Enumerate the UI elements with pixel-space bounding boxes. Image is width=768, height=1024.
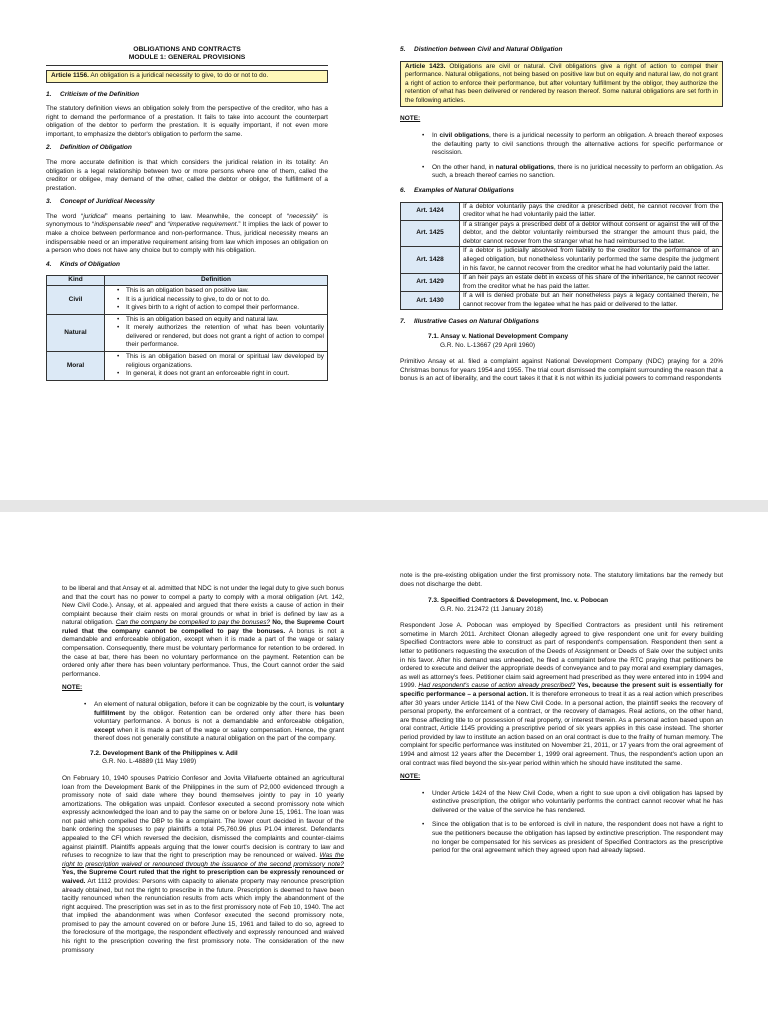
section-number: 6. xyxy=(400,186,406,194)
document-page-1 xyxy=(0,0,768,500)
section-heading xyxy=(400,318,723,327)
example-cell: If a debtor is judicially absolved from liability to the creditor for the performance of an alleged obligation, but nonetheless voluntarily performed the same despite the judgment in his favor, he cannot recover from the creditor what he had voluntarily paid the latter. xyxy=(460,247,723,274)
table-row xyxy=(401,202,723,220)
title-line-1: OBLIGATIONS AND CONTRACTS xyxy=(133,46,241,53)
paragraph xyxy=(400,622,723,768)
paragraph: The statutory definition views an obligation solely from the perspective of the creditor, who has a right to demand the performance of a prestation. It fails to take into account the counterpart obligation of the debtor to perform the prestation. It is equally important, if not even more important, to emphasize the debtor's obligation to perform the same. xyxy=(46,105,328,138)
page-divider xyxy=(0,500,768,512)
paragraph: note is the pre-existing obligation under the first promissory note. The statutory limitations bar the remedy but does not discharge the debt. xyxy=(400,572,723,588)
section-heading xyxy=(400,187,723,196)
article-cell: Art. 1429 xyxy=(401,274,460,292)
text-run: A bonus is not a demandable and enforceable obligation, except when it is made a part of the wage or salary compensation. Consequently, there must be voluntary performance for retention to be ordered. In the case at bar, there has been no voluntary performance on the payment. Retention can be ordered only after there has been voluntary performance. Thus, the Court cannot order the said performance. xyxy=(62,627,345,678)
text-run: except xyxy=(94,726,115,734)
table-row xyxy=(47,352,328,381)
section-title: Illustrative Cases on Natural Obligations xyxy=(414,318,539,326)
section-heading xyxy=(400,46,723,55)
issue-question: Was the right to prescription waived or renounced through the issuance of the second promissory note? xyxy=(62,852,344,868)
issue-question: Had respondent's cause of action already prescribed? xyxy=(418,682,576,690)
article-text: An obligation is a juridical necessity to give, to do or not to do. xyxy=(88,71,269,79)
section-number: 7. xyxy=(400,318,406,326)
text-run: ” means pertaining to law. Meanwhile, the concept of “ xyxy=(105,212,290,220)
kind-cell: Civil xyxy=(47,285,105,314)
case-gr-number: G.R. No. 212472 (11 January 2018) xyxy=(440,605,543,613)
case-gr-number: G.R. No. L-13667 (29 April 1960) xyxy=(440,341,536,349)
text-run: ” and “ xyxy=(150,221,170,229)
ruling: Yes, the Supreme Court ruled that the right to prescription can be expressly renounced or waived. xyxy=(62,869,344,885)
definition-item: • This is an obligation based on positive law. xyxy=(126,287,324,296)
section-number: 2. xyxy=(46,144,52,152)
issue-question: Can the company be compelled to pay the bonuses? xyxy=(115,619,271,627)
case-title: 7.2. Development Bank of the Philippines v. Adil xyxy=(90,749,238,757)
document-page-2 xyxy=(0,512,768,1024)
paragraph xyxy=(62,585,344,679)
list-item: • Under Article 1424 of the New Civil Code, when a right to sue upon a civil obligation has lapsed by extinctive prescription, the obligor who voluntarily performs the contract cannot recover what he has delivered or the value of the service he has rendered. xyxy=(432,790,723,816)
text-run: An element of natural obligation, before it can be cognizable by the court, is xyxy=(94,700,315,708)
definition-cell xyxy=(105,285,328,314)
article-1156-box xyxy=(46,70,328,83)
text-run: indispensable need xyxy=(94,221,151,229)
text-run: ” is synonymous to “ xyxy=(46,212,328,229)
text-run: It is therefore erroneous to treat it as a real action which prescribes after 30 years under Article 1141 of the New Civil Code. In a personal action, the plaintiff seeks the recovery of personal property, the enforcement of a contract, or the recovery of damages. Real actions, on the other hand, are those affecting title to or possession of real property, or interest therein. As a personal action based upon an oral contract, Article 1145 providing a prescriptive period of six years applies in this case instead. The shorter period provided by law to institute an action based on an oral contract is due to the frailty of human memory. The complaint for specific performance was instituted on November 21, 2011, or 17 years from the oral agreement of 1994 and almost 12 years after the December 1, 1999 oral agreement. Thus, the respondent's action upon an oral contract was filed beyond the six-year period within which he should have instituted the same. xyxy=(400,690,723,767)
section-heading xyxy=(46,261,328,270)
text-run: On February 10, 1940 spouses Patricio Confesor and Jovita Villafuerte obtained an agricultural loan from the Development Bank of the Philippines in the sum of P2,000 evidenced through a promissory note of said date where they bound themselves jointly to pay in 10 yearly amortizations. The obligation was unpaid. Confesor executed a second promissory note which expressly acknowledged the loan and to pay the same on or before June 15, 1961. The loan was not paid which compelled the DBP to file a complaint. The lower court decided in favour of the bank ordering the spouses to pay plaintiffs a total P5,760.96 plus P1.04 interest. Defendants appealed to the CFI which reversed the decision, dismissed the complaints and counter-claims against plaintiff. Plaintiffs appeals arguing that the lower court's decision is contrary to law and refuses to recognize to law that the right to prescription may be renounced or waived. xyxy=(62,774,344,860)
examples-table xyxy=(400,202,723,311)
text-run: voluntary fulfillment xyxy=(94,700,344,717)
case-title: 7.1. Ansay v. National Development Company xyxy=(428,333,569,341)
article-label: Article 1156. xyxy=(51,71,89,79)
list-item: • Since the obligation that is to be enforced is civil in nature, the respondent does not have a right to sue the petitioners because the obligation has lapsed by extinctive prescription. The respondent may no longer be compensated for his services as president of Specified Contractors as the prescriptive period for the oral agreement which they agreed upon had already lapsed. xyxy=(432,821,723,855)
article-cell: Art. 1424 xyxy=(401,202,460,220)
note-label: NOTE: xyxy=(62,684,83,692)
text-run: civil obligations xyxy=(439,132,489,140)
text-run: .” It implies the lack of power to make a choice between performance and non-performance. Thus, juridical necessity means an indispensable need or an imperative requirement arising from law which imposes an obligation on a person who does not have any choice but to comply with his obligation. xyxy=(46,221,328,255)
text-run: natural obligations xyxy=(495,163,554,171)
definition-item: • In general, it does not grant an enforceable right in court. xyxy=(126,370,324,379)
section-title: Criticism of the Definition xyxy=(60,90,140,98)
section-heading xyxy=(46,91,328,100)
kind-cell: Moral xyxy=(47,352,105,381)
section-heading xyxy=(46,198,328,207)
ruling: Yes, because the present suit is essentially for specific performance – a personal action. xyxy=(400,682,723,698)
section-number: 1. xyxy=(46,90,52,98)
text-run: by the obligor. Retention can be ordered only after there has been voluntary performance. A bonus is not a demandable and enforceable obligation, xyxy=(94,709,344,726)
table-header-kind: Kind xyxy=(47,276,105,286)
paragraph: Primitivo Ansay et al. filed a complaint against National Development Company (NDC) praying for a 20% Christmas bonus for years 1954 and 1955. The trial court dismissed the complaint surrounding the reason that a bonus is an act of liberality, and the court takes it that it is not within its judicial powers to command respondents xyxy=(400,358,723,383)
text-run: imperative requirement xyxy=(169,221,237,229)
text-run: Art 1112 provides: Persons with capacity to alienate property may renounce prescription already obtained, but not the right to prescribe in the future. Prescription is deemed to have been tacitly renounced when the renunciation results from acts which imply the abandonment of the right acquired. The prescription was set in as to the first promissory note of Feb 10, 1940. The act that implied the abandonment was when Confesor executed the second promissory note, promised to pay the amount covered on or before June 15, 1961 and failed to do so, agreed to the foreclosure of the mortgage, the respondent effectively and expressly renounced and waived his right to the prescription covering the first promissory note. The consideration of the new promissory xyxy=(62,877,344,954)
table-row xyxy=(401,247,723,274)
text-run: The word “ xyxy=(46,212,84,220)
paragraph: The more accurate definition is that which considers the juridical relation in its totality: An obligation is a legal relationship between two or more persons where one of them, called the creditor or obligee, may demand of the other, called the debtor or obligor, the fulfillment of a prestation. xyxy=(46,159,328,192)
section-title: Concept of Juridical Necessity xyxy=(60,198,155,206)
article-cell: Art. 1425 xyxy=(401,220,460,247)
definition-item: • This is an obligation based on moral or spiritual law developed by religious organizations. xyxy=(126,353,324,370)
list-item xyxy=(432,164,723,181)
paragraph xyxy=(62,775,344,955)
document-title xyxy=(46,46,328,63)
section-title: Distinction between Civil and Natural Obligation xyxy=(414,46,563,53)
definition-item: • It merely authorizes the retention of what has been voluntarily delivered or rendered, but does not grant a right of action to compel their performance. xyxy=(126,324,324,350)
note-list xyxy=(400,132,723,181)
section-title: Kinds of Obligation xyxy=(60,260,120,268)
kind-cell: Natural xyxy=(47,314,105,351)
ruling: No, the Supreme Court ruled that the company cannot be compelled to pay the bonuses. xyxy=(62,619,344,635)
table-row xyxy=(401,220,723,247)
note-label: NOTE: xyxy=(400,773,421,781)
example-cell: If a stranger pays a prescribed debt of a debtor without consent or against the will of the debtor, and the debtor voluntarily reimbursed the stranger the amount thus paid, the debtor cannot recover from the stranger what he had reimbursed to the latter. xyxy=(460,220,723,247)
table-row xyxy=(401,292,723,310)
table-row xyxy=(47,285,328,314)
text-run: to be liberal and that Ansay et al. admitted that NDC is not under the legal duty to give such bonus and that the court has no power to compel a party to comply with a moral obligation (Art. 142, New Civil Code.). Ansay, et al. appealed and argued that there exists a cause of action in their complaint because their claim rests on moral grounds or what in brief is defined by law as a natural obligation. xyxy=(62,585,344,627)
case-gr-number: G.R. No. L-48889 (11 May 1989) xyxy=(102,758,197,766)
section-number: 4. xyxy=(46,260,52,268)
case-title: 7.3. Specified Contractors & Development, Inc. v. Pobocan xyxy=(428,597,609,605)
example-cell: If a will is denied probate but an heir nonetheless pays a legacy contained therein, he cannot recover from the legatee what he has paid or delivered to the latter. xyxy=(460,292,723,310)
left-column xyxy=(62,585,344,960)
section-title: Examples of Natural Obligations xyxy=(414,186,515,194)
article-1423-box xyxy=(400,61,723,108)
text-run: Respondent Jose A. Pobocan was employed by Specified Contractors as president until his retirement sometime in March 2011. Architect Olonan allegedly agreed to give respondent one unit for every building Specified Contractors were able to construct as part of respondent's compensation. Respondent then sent a letter to petitioners requesting the execution of the Deeds of Assignment or Deeds of Sale over the subject units in his favor. After his demand was unheeded, he filed a complaint before the RTC praying that petitioners be ordered to execute and deliver the appropriate deeds of conveyance and to pay moral and exemplary damages, as well as attorney's fees. Petitioner claim said agreement had prescribed as they were entered into in 1994 and 1999. xyxy=(400,622,723,690)
definition-item: • It gives birth to a right of action to compel their performance. xyxy=(126,304,324,313)
section-number: 5. xyxy=(400,46,406,53)
definition-cell xyxy=(105,352,328,381)
article-cell: Art. 1430 xyxy=(401,292,460,310)
article-text: Obligations are civil or natural. Civil obligations give a right of action to compel their performance. Natural obligations, not being based on positive law but on equity and natural law, do not grant a right of action to enforce their performance, but after voluntary fulfillment by the obligor, they authorize the retention of what has been delivered or rendered by reason thereof. Some natural obligations are set forth in the following articles. xyxy=(405,62,718,104)
definition-item: • This is an obligation based on equity and natural law. xyxy=(126,316,324,325)
definition-item: • It is a juridical necessity to give, to do or not to do. xyxy=(126,296,324,305)
text-run: In xyxy=(432,132,440,140)
section-number: 3. xyxy=(46,198,52,206)
kinds-table xyxy=(46,275,328,380)
note-list xyxy=(62,701,344,744)
note-label: NOTE: xyxy=(400,115,421,123)
text-run: , there is a juridical necessity to perform an obligation. A breach thereof exposes the defaulting party to civil sanctions through the alternative actions for specific performance or rescission. xyxy=(432,132,723,157)
text-run: necessity xyxy=(289,212,317,220)
table-row xyxy=(401,274,723,292)
right-column xyxy=(400,46,723,389)
section-heading xyxy=(46,144,328,153)
title-line-2: MODULE 1: GENERAL PROVISIONS xyxy=(128,54,246,62)
text-run: On the other hand, in xyxy=(432,163,496,171)
table-header-definition: Definition xyxy=(105,276,328,286)
definition-cell xyxy=(105,314,328,351)
example-cell: If a debtor voluntarily pays the creditor a prescribed debt, he cannot recover from the creditor what he had voluntarily paid the latter. xyxy=(460,202,723,220)
table-row xyxy=(47,314,328,351)
list-item xyxy=(432,132,723,158)
right-column xyxy=(400,572,723,862)
article-label: Article 1423. xyxy=(405,62,446,70)
title-rule xyxy=(46,65,328,66)
section-title: Definition of Obligation xyxy=(60,144,132,152)
paragraph xyxy=(46,213,328,256)
example-cell: If an heir pays an estate debt in excess of his share of the inheritance, he cannot recover from the creditor what he has paid the latter. xyxy=(460,274,723,292)
list-item xyxy=(94,701,344,744)
article-cell: Art. 1428 xyxy=(401,247,460,274)
text-run: , there is no juridical necessity to perform an obligation. As such, a breach thereof carries no sanction. xyxy=(432,163,723,180)
note-list xyxy=(400,790,723,856)
text-run: juridical xyxy=(83,212,106,220)
left-column xyxy=(46,46,328,389)
text-run: when it is made a part of the wage or salary compensation. Hence, the grant thereof does not generally constitute a natural obligation on the part of the company. xyxy=(94,726,344,743)
